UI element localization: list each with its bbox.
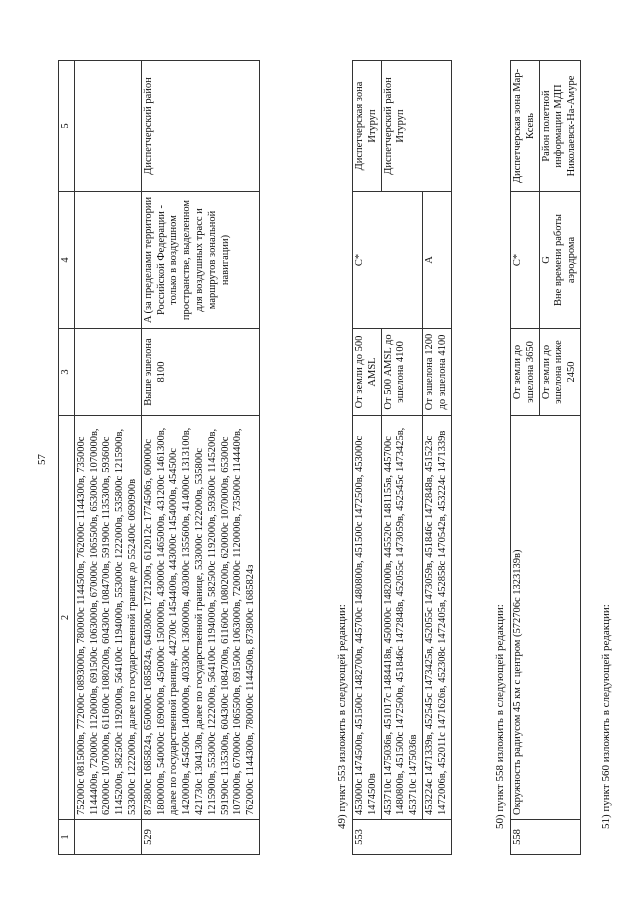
zone-cell: Район полетной информации МДП Николаевск-На-Амуре [539, 61, 580, 192]
coords-cell: Окружность радиусом 45 км с центром (572706с 1323139в) [511, 416, 581, 820]
table-row [381, 61, 422, 855]
header-col3: 3 [59, 329, 75, 416]
altitude-cell: От земли до эшелона 3650 [511, 329, 540, 416]
row-number: 558 [511, 820, 581, 855]
zone-cell: Диспетчерский район Итуруп [381, 61, 451, 192]
class-cell [539, 192, 580, 329]
table-header-row [59, 61, 75, 855]
header-col5: 5 [59, 61, 75, 192]
table-row [353, 61, 382, 855]
table-row [74, 61, 141, 855]
class-note: Вне времени работы аэродрома [553, 214, 578, 306]
table-row [511, 61, 540, 855]
row-number: 553 [353, 820, 452, 855]
coords-cell: 752000с 0815000в, 772000с 0893000в, 780000с 1144500в, 762000с 1144300в, 735000с 1144400в, 720000с 1120000в, 691500с 1063000в, 670000с 1065500в, 653000с 1070000в, 620000с 1070000в, 611600с 1080200в, 604300с 1084700в, 591900с 1135300в, 593600с 1145200в, 582500с 1192000в, 564100с 1194000в, 553000с 1222000в, 535800с 1215900в, 533000с 1222000в, далее по государственной границе до 552400с 0690900в [74, 416, 141, 820]
class-cell: A [422, 192, 451, 329]
zone-cell: Диспетчерская зона Итуруп [353, 61, 382, 192]
class-value: G [540, 256, 552, 264]
table-row-529 [141, 61, 259, 855]
altitude-cell: От земли до 500 AMSL [353, 329, 382, 416]
zone-cell: Диспетчерский район [141, 61, 259, 192]
coords-cell: 453710с 1475036в, 451017с 1484418в, 450000с 1482000в, 445520с 1481155в, 445700с 1480800в, 451500с 1472500в, 451846с 1472848в, 452055с 1473059в, 452545с 1473425в, 453710с 1475036в [381, 416, 422, 820]
class-cell: C* [511, 192, 540, 329]
altitude-cell: От земли до эшелона ниже 2450 [539, 329, 580, 416]
altitude-cell: От эшелона 1200 до эшелона 4100 [422, 329, 451, 416]
header-col2: 2 [59, 416, 75, 820]
header-col4: 4 [59, 192, 75, 329]
altitude-cell: Выше эшелона 8100 [141, 329, 259, 416]
table-553 [352, 60, 452, 855]
altitude-cell: От 500 AMSL до эшелона 4100 [381, 329, 422, 416]
page-number: 57 [36, 454, 48, 465]
amendment-51: 51) пункт 560 изложить в следующей редакции: [600, 604, 612, 829]
amendment-49: 49) пункт 553 изложить в следующей редакции: [336, 604, 348, 829]
header-col1: 1 [59, 820, 75, 855]
row-number: 529 [141, 820, 259, 855]
class-cell: A (за пределами территории Российской Федерации - только в воздушном пространстве, выделенном для воздушных трасс и маршрутов зональной навигации) [141, 192, 259, 329]
class-cell: C* [353, 192, 423, 329]
zone-cell: Диспетчерская зона Мар-Ксевь [511, 61, 540, 192]
amendment-50: 50) пункт 558 изложить в следующей редакции: [494, 604, 506, 829]
coords-cell: 873800с 1685824з, 650000с 1685824з, 640300с 1721200з, 612012с 1774506з, 600000с 1800000в, 540000с 1690000в, 450000с 1500000в, 430000с 1465000в, 431200с 1461300в, далее по государственной границе, 442700с 1454400в, 443000с 1454000в, 454500с 1420000в, 454500с 1400000в, 403300с 1360000в, 403000с 1355600в, 414000с 1313100в, 421730с 1304130в, далее по государственной границе, 533000с 1222000в, 535800с 1215900в, 553000с 1222000в, 564100с 1194000в, 582500с 1192000в, 593600с 1145200в, 591900с 1135300в, 604300с 1084700в, 611600с 1080200в, 620000с 1070000в, 653000с 1070000в, 670000с 1065500в, 691500с 1063000в, 720000с 1120000в, 735000с 1144400в, 762000с 1144300в, 780000с 1144500в, 873800с 1685824з [141, 416, 259, 820]
coords-cell: 453224с 1471339в, 452545с 1473425в, 452055с 1473059в, 451846с 1472848в, 451523с 1472006в, 452011с 1471626в, 452308с 1472405в, 452858с 1470542в, 453224с 1471339в [422, 416, 451, 820]
airspace-table [58, 60, 260, 855]
coords-cell: 453000с 1474500в, 451500с 1482700в, 445700с 1480800в, 451500с 1472500в, 453000с 1474500в [353, 416, 382, 820]
table-558 [510, 60, 581, 855]
